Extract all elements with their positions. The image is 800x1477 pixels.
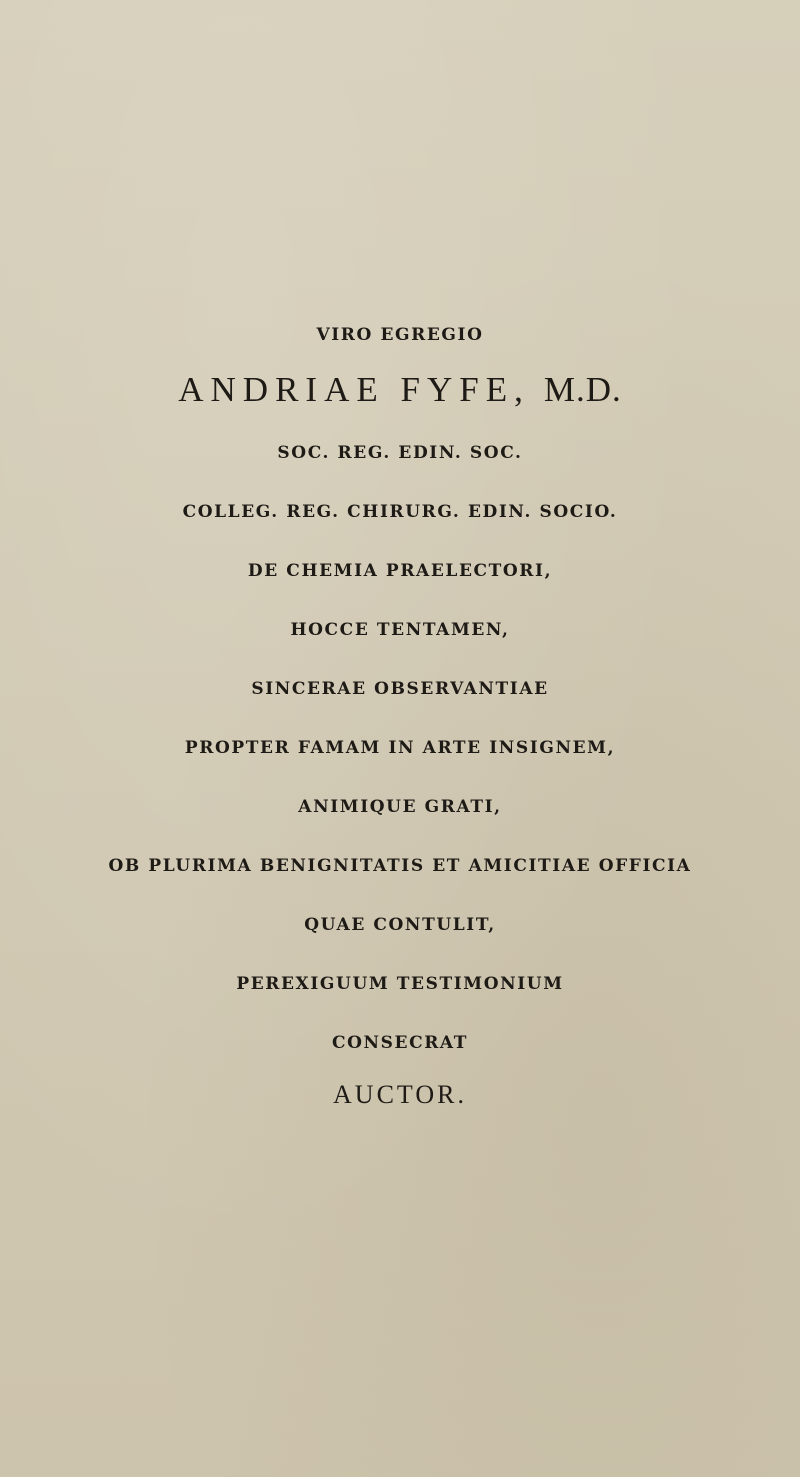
dedicatee-degree: M.D. (543, 370, 622, 409)
dedication-testimony: PEREXIGUUM TESTIMONIUM (236, 974, 564, 994)
dedication-conferred: QUAE CONTULIT, (304, 915, 496, 935)
dedication-college: COLLEG. REG. CHIRURG. EDIN. SOCIO. (182, 502, 618, 522)
dedication-tentamen: HOCCE TENTAMEN, (290, 620, 510, 640)
dedication-lecturer: DE CHEMIA PRAELECTORI, (247, 561, 553, 581)
dedication-observance: SINCERAE OBSERVANTIAE (251, 679, 549, 699)
dedicatee-name (0, 370, 800, 410)
dedication-fame: PROPTER FAMAM IN ARTE INSIGNEM, (184, 738, 616, 758)
dedication-consecrat: CONSECRAT (331, 1033, 469, 1053)
dedication-author: AUCTOR. (333, 1080, 467, 1109)
dedication-gratitude: ANIMIQUE GRATI, (298, 797, 502, 817)
dedication-society: SOC. REG. EDIN. SOC. (277, 443, 523, 463)
dedicatee-name-text: ANDRIAE FYFE, (178, 370, 530, 409)
dedication-salutation: VIRO EGREGIO (316, 325, 484, 345)
dedication-kindness: OB PLURIMA BENIGNITATIS ET AMICITIAE OFFICIA (108, 856, 692, 876)
